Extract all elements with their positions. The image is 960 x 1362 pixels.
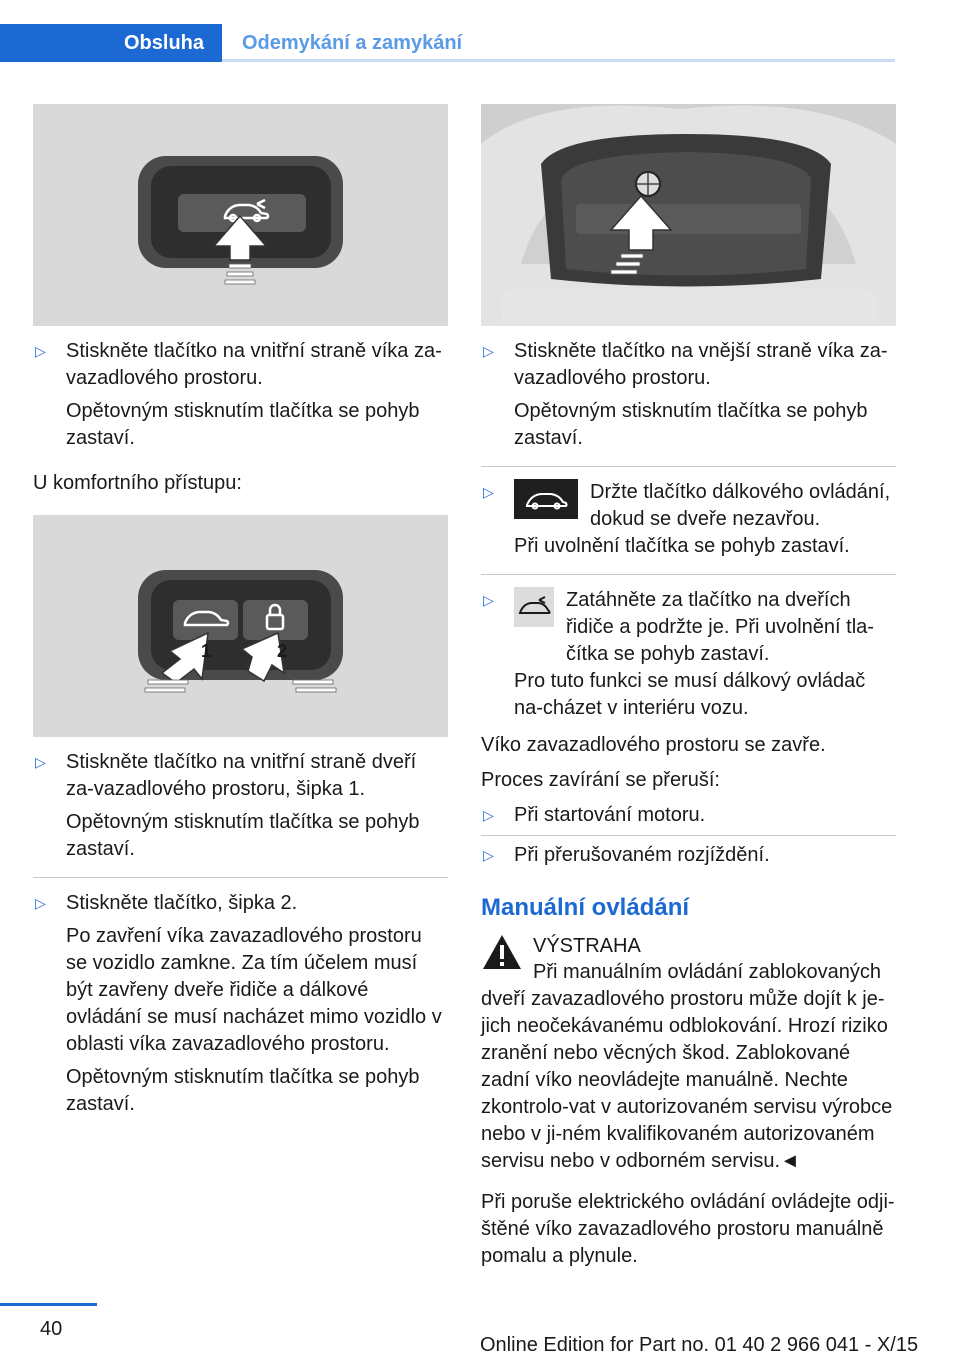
list-divider [481, 835, 896, 836]
list-item [33, 749, 448, 863]
list-item-text: Při startování motoru. [514, 804, 706, 826]
list-item [481, 479, 896, 560]
bullet-triangle-icon: ▷ [35, 343, 46, 359]
bullet-triangle-icon: ▷ [483, 807, 494, 823]
icon-text-row [514, 587, 896, 668]
warning-triangle-icon [481, 933, 523, 971]
section-title: Manuální ovládání [481, 894, 690, 921]
list-item-text: Zatáhněte za tlačítko na dveřích řidiče a podržte je. Při uvolnění tla-čítka se pohyb zastaví. [566, 589, 874, 665]
figure-inner-trunk-button [33, 104, 448, 326]
figure-outer-trunk-button [481, 104, 896, 326]
list-item-text: Stiskněte tlačítko na vnější straně víka za-vazadlového prostoru. [514, 340, 888, 389]
warning-text: Při manuálním ovládání zablokovaných dveří zavazadlového prostoru může dojít k je-jich neočekávanému odblokování. Hrozí riziko zranění nebo věcných škod. Zablokované zadní víko neovládejte manuálně. Nechte zkontrolo-vat v autorizovaném servisu výrobce nebo v ji-ném kvalifikovaném autorizovaném servisu nebo v odborném servisu.◄ [481, 961, 893, 1172]
bullet-triangle-icon: ▷ [483, 343, 494, 359]
remote-trunk-button-icon [514, 479, 578, 519]
list-item-text: Stiskněte tlačítko, šipka 2. [66, 892, 298, 914]
list-item [481, 842, 896, 869]
footer-accent-line [0, 1303, 97, 1306]
list-item-text: Při přerušovaném rozjíždění. [514, 844, 770, 866]
list-item [481, 802, 896, 829]
bullet-triangle-icon: ▷ [483, 484, 494, 500]
list-item-note: Při uvolnění tlačítka se pohyb zastaví. [514, 535, 850, 557]
list-item-note: Opětovným stisknutím tlačítka se pohyb zastaví. [514, 400, 868, 449]
arrow-label-2: 2 [277, 641, 288, 661]
right-column [481, 104, 896, 1270]
comfort-heading: U komfortního přístupu: [33, 472, 242, 494]
comfort-buttons-illustration [33, 515, 448, 737]
closes-text: Víko zavazadlového prostoru se zavře. [481, 734, 826, 756]
list-divider [481, 574, 896, 575]
driver-door-trunk-button-icon [514, 587, 554, 627]
bullet-triangle-icon: ▷ [35, 895, 46, 911]
interrupt-heading: Proces zavírání se přeruší: [481, 769, 720, 791]
page-number: 40 [40, 1318, 63, 1340]
bullet-triangle-icon: ▷ [483, 847, 494, 863]
breadcrumb[interactable]: Odemykání a zamykání [242, 31, 463, 54]
list-item-note: Opětovným stisknutím tlačítka se pohyb zastaví. [66, 811, 420, 860]
list-item-note: Opětovným stisknutím tlačítka se pohyb zastaví. [66, 1066, 420, 1115]
list-item [33, 890, 448, 1118]
list-item-text: Držte tlačítko dálkového ovládání, dokud se dveře nezavřou. [590, 481, 891, 530]
list-item-text: Stiskněte tlačítko na vnitřní straně víka za-vazadlového prostoru. [66, 340, 442, 389]
list-item [481, 587, 896, 722]
list-item-note: Pro tuto funkci se musí dálkový ovládač na-cházet v interiéru vozu. [514, 670, 866, 719]
list-item [33, 338, 448, 452]
chapter-tab-label: Obsluha [123, 31, 204, 54]
arrow-label-1: 1 [201, 641, 212, 661]
edition-text: Online Edition for Part no. 01 40 2 966 041 - X/15 [480, 1334, 919, 1356]
list-divider [481, 466, 896, 467]
list-item [481, 338, 896, 452]
figure-comfort-buttons [33, 515, 448, 737]
chapter-tab[interactable] [0, 24, 222, 62]
bullet-triangle-icon: ▷ [483, 592, 494, 608]
list-item-note: Opětovným stisknutím tlačítka se pohyb zastaví. [66, 400, 420, 449]
warning-title: VÝSTRAHA [533, 935, 641, 957]
list-item-note: Po zavření víka zavazadlového prostoru se vozidlo zamkne. Za tím účelem musí být zavřeny dveře řidiče a dálkové ovládání se musí nacházet mimo vozidlo v oblasti víka zavazadlového prostoru. [66, 925, 442, 1055]
list-item-text: Stiskněte tlačítko na vnitřní straně dveří za-vazadlového prostoru, šipka 1. [66, 751, 417, 800]
icon-text-row [514, 479, 896, 533]
bullet-triangle-icon: ▷ [35, 754, 46, 770]
trunk-button-illustration [33, 104, 448, 326]
header-divider [222, 59, 895, 62]
page-header [0, 0, 895, 62]
warning-block [481, 933, 896, 1175]
list-divider [33, 877, 448, 878]
left-column [33, 104, 448, 1118]
car-rear-illustration [481, 104, 896, 326]
final-paragraph: Při poruše elektrického ovládání ovládejte odji-štěné víko zavazadlového prostoru manuálně pomalu a plynule. [481, 1191, 895, 1267]
